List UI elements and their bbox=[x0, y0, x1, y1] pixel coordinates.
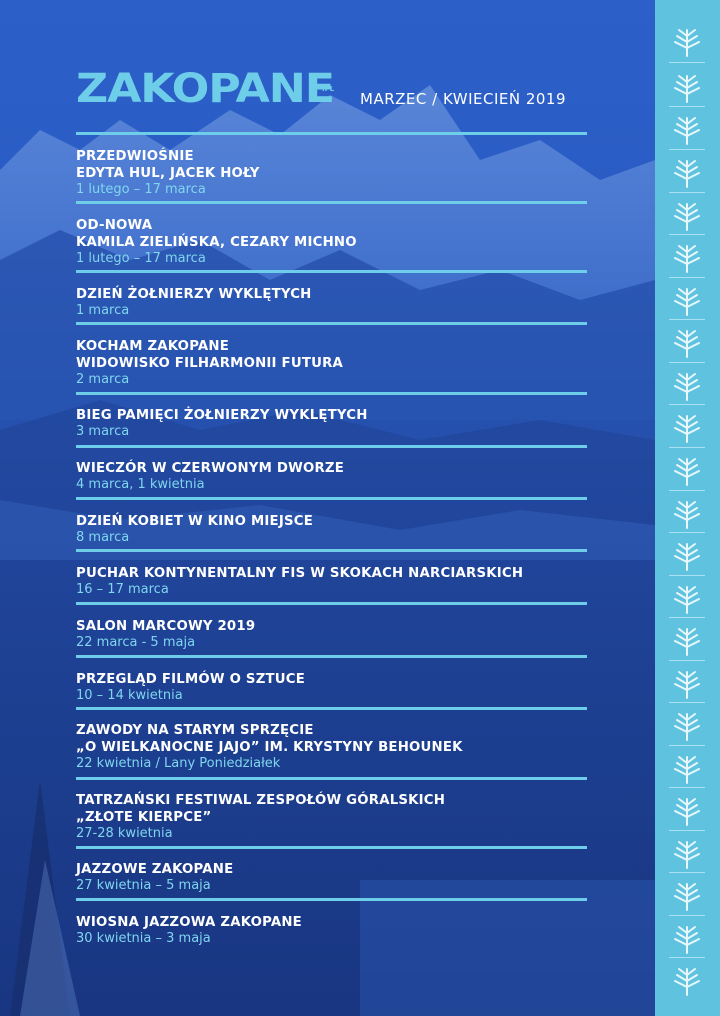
event-item bbox=[76, 722, 596, 772]
event-title: PRZEDWIOŚNIE bbox=[76, 149, 194, 164]
event-date: 22 kwietnia / Lany Poniedziałek bbox=[76, 756, 281, 771]
highlander-plant-icon bbox=[669, 368, 705, 402]
header bbox=[76, 60, 586, 110]
zakopane-logo bbox=[76, 60, 346, 110]
logo-suffix: .PL bbox=[322, 85, 335, 93]
event-date: 1 lutego – 17 marca bbox=[76, 251, 206, 266]
sidebar-divider bbox=[669, 490, 705, 491]
event-date: 27-28 kwietnia bbox=[76, 826, 173, 841]
event-date: 1 marca bbox=[76, 303, 130, 318]
event-date: 8 marca bbox=[76, 530, 130, 545]
divider bbox=[76, 707, 587, 710]
highlander-plant-icon bbox=[669, 666, 705, 700]
highlander-plant-icon bbox=[669, 283, 705, 317]
sidebar-divider bbox=[669, 702, 705, 703]
event-date: 22 marca - 5 maja bbox=[76, 635, 196, 650]
sidebar-divider bbox=[669, 447, 705, 448]
divider bbox=[76, 898, 587, 901]
sidebar-divider bbox=[669, 234, 705, 235]
sidebar-divider bbox=[669, 319, 705, 320]
divider bbox=[76, 270, 587, 273]
divider bbox=[76, 777, 587, 780]
sidebar-divider bbox=[669, 62, 705, 63]
divider bbox=[76, 846, 587, 849]
event-item bbox=[76, 565, 596, 598]
event-subtitle: EDYTA HUL, JACEK HOŁY bbox=[76, 166, 260, 181]
event-title: WIECZÓR W CZERWONYM DWORZE bbox=[76, 461, 345, 476]
sidebar-divider bbox=[669, 192, 705, 193]
sidebar-divider bbox=[669, 872, 705, 873]
event-item bbox=[76, 513, 596, 546]
decorative-sidebar bbox=[655, 0, 720, 1016]
highlander-plant-icon bbox=[669, 878, 705, 912]
event-date: 30 kwietnia – 3 maja bbox=[76, 931, 211, 946]
sidebar-divider bbox=[669, 957, 705, 958]
sidebar-divider bbox=[669, 106, 705, 107]
event-title: SALON MARCOWY 2019 bbox=[76, 619, 256, 634]
sidebar-divider bbox=[669, 575, 705, 576]
event-subtitle: KAMILA ZIELIŃSKA, CEZARY MICHNO bbox=[76, 235, 357, 250]
event-item bbox=[76, 217, 596, 267]
sidebar-divider bbox=[669, 532, 705, 533]
event-date: 3 marca bbox=[76, 424, 130, 439]
highlander-plant-icon bbox=[669, 581, 705, 615]
event-title: OD-NOWA bbox=[76, 218, 153, 233]
event-item bbox=[76, 671, 596, 704]
highlander-plant-icon bbox=[669, 198, 705, 232]
divider bbox=[76, 201, 587, 204]
event-date: 16 – 17 marca bbox=[76, 582, 169, 597]
event-date: 2 marca bbox=[76, 372, 130, 387]
logo-text: ZAKOPANE bbox=[76, 66, 334, 110]
highlander-plant-icon bbox=[669, 921, 705, 955]
highlander-plant-icon bbox=[669, 708, 705, 742]
divider bbox=[76, 132, 587, 135]
sidebar-divider bbox=[669, 787, 705, 788]
highlander-plant-icon bbox=[669, 410, 705, 444]
event-title: KOCHAM ZAKOPANE bbox=[76, 339, 230, 354]
event-date: 27 kwietnia – 5 maja bbox=[76, 878, 211, 893]
divider bbox=[76, 322, 587, 325]
event-subtitle: WIDOWISKO FILHARMONII FUTURA bbox=[76, 356, 344, 371]
sidebar-divider bbox=[669, 660, 705, 661]
divider bbox=[76, 392, 587, 395]
highlander-plant-icon bbox=[669, 240, 705, 274]
event-item bbox=[76, 618, 596, 651]
event-title: ZAWODY NA STARYM SPRZĘCIE bbox=[76, 723, 314, 738]
event-item bbox=[76, 407, 596, 440]
highlander-plant-icon bbox=[669, 24, 705, 58]
event-item bbox=[76, 286, 596, 319]
event-item bbox=[76, 148, 596, 198]
event-title: PUCHAR KONTYNENTALNY FIS W SKOKACH NARCIARSKICH bbox=[76, 566, 524, 581]
sidebar-divider bbox=[669, 277, 705, 278]
event-item bbox=[76, 792, 596, 842]
event-title: JAZZOWE ZAKOPANE bbox=[76, 862, 234, 877]
highlander-plant-icon bbox=[669, 453, 705, 487]
sidebar-divider bbox=[669, 830, 705, 831]
highlander-plant-icon bbox=[669, 70, 705, 104]
event-title: DZIEŃ KOBIET W KINO MIEJSCE bbox=[76, 514, 313, 529]
event-date: 1 lutego – 17 marca bbox=[76, 182, 206, 197]
highlander-plant-icon bbox=[669, 751, 705, 785]
sidebar-divider bbox=[669, 149, 705, 150]
sidebar-divider bbox=[669, 617, 705, 618]
event-title: DZIEŃ ŻOŁNIERZY WYKLĘTYCH bbox=[76, 287, 312, 302]
divider bbox=[76, 602, 587, 605]
event-date: 10 – 14 kwietnia bbox=[76, 688, 183, 703]
highlander-plant-icon bbox=[669, 155, 705, 189]
event-date: 4 marca, 1 kwietnia bbox=[76, 477, 205, 492]
event-item bbox=[76, 914, 596, 947]
highlander-plant-icon bbox=[669, 325, 705, 359]
divider bbox=[76, 655, 587, 658]
event-title: PRZEGLĄD FILMÓW O SZTUCE bbox=[76, 672, 306, 687]
divider bbox=[76, 445, 587, 448]
event-title: TATRZAŃSKI FESTIWAL ZESPOŁÓW GÓRALSKICH bbox=[76, 793, 446, 808]
divider bbox=[76, 497, 587, 500]
event-subtitle: „O WIELKANOCNE JAJO” IM. KRYSTYNY BEHOUNEK bbox=[76, 740, 463, 755]
highlander-plant-icon bbox=[669, 793, 705, 827]
highlander-plant-icon bbox=[669, 623, 705, 657]
highlander-plant-icon bbox=[669, 112, 705, 146]
sidebar-divider bbox=[669, 362, 705, 363]
sidebar-divider bbox=[669, 745, 705, 746]
sidebar-divider bbox=[669, 915, 705, 916]
event-title: WIOSNA JAZZOWA ZAKOPANE bbox=[76, 915, 302, 930]
divider bbox=[76, 549, 587, 552]
event-item bbox=[76, 460, 596, 493]
highlander-plant-icon bbox=[669, 963, 705, 997]
event-title: BIEG PAMIĘCI ŻOŁNIERZY WYKLĘTYCH bbox=[76, 408, 368, 423]
event-subtitle: „ZŁOTE KIERPCE” bbox=[76, 810, 212, 825]
date-range: MARZEC / KWIECIEŃ 2019 bbox=[360, 90, 567, 108]
event-item bbox=[76, 338, 596, 388]
highlander-plant-icon bbox=[669, 538, 705, 572]
highlander-plant-icon bbox=[669, 836, 705, 870]
sidebar-divider bbox=[669, 404, 705, 405]
highlander-plant-icon bbox=[669, 496, 705, 530]
event-item bbox=[76, 861, 596, 894]
